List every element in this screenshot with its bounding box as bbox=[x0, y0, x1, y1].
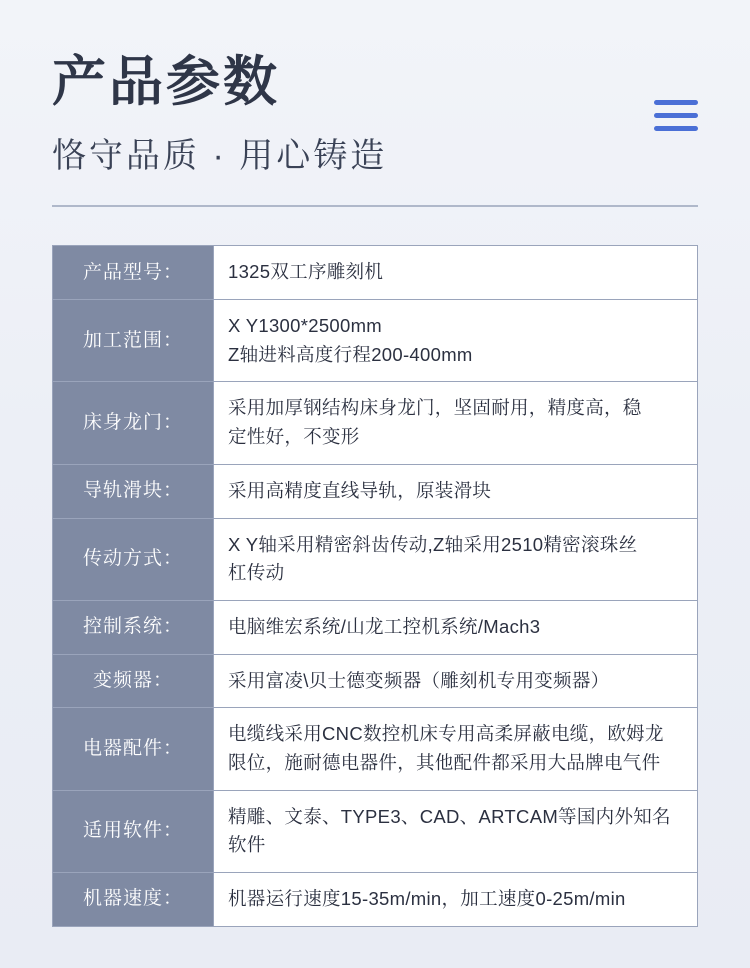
table-row bbox=[53, 708, 698, 790]
spec-label: 传动方式： bbox=[53, 518, 214, 600]
spec-value bbox=[214, 518, 698, 600]
spec-value-line: 精雕、文泰、TYPE3、CAD、ARTCAM等国内外知名软件 bbox=[228, 805, 671, 856]
page-header bbox=[0, 0, 750, 177]
table-row bbox=[53, 654, 698, 708]
spec-value bbox=[214, 790, 698, 872]
header-divider bbox=[52, 205, 698, 207]
spec-value-line: 电缆线采用CNC数控机床专用高柔屏蔽电缆，欧姆龙 bbox=[228, 723, 664, 745]
spec-label: 适用软件： bbox=[53, 790, 214, 872]
hamburger-bar-3 bbox=[654, 126, 698, 131]
page-title: 产品参数 bbox=[52, 52, 280, 112]
spec-label: 产品型号： bbox=[53, 246, 214, 300]
spec-table bbox=[52, 245, 698, 926]
hamburger-bar-1 bbox=[654, 100, 698, 105]
table-row bbox=[53, 872, 698, 926]
spec-value-line: 限位，施耐德电器件，其他配件都采用大品牌电气件 bbox=[228, 751, 661, 773]
spec-label: 控制系统： bbox=[53, 600, 214, 654]
spec-value-line: 采用加厚钢结构床身龙门，坚固耐用，精度高，稳 bbox=[228, 397, 642, 419]
spec-value-line: 机器运行速度15-35m/min，加工速度0-25m/min bbox=[228, 887, 626, 909]
spec-value-line: 采用高精度直线导轨，原装滑块 bbox=[228, 479, 492, 501]
spec-value-line: 电脑维宏系统/山龙工控机系统/Mach3 bbox=[228, 615, 541, 637]
spec-value bbox=[214, 654, 698, 708]
table-row bbox=[53, 464, 698, 518]
spec-table-body bbox=[53, 246, 698, 926]
table-row bbox=[53, 300, 698, 382]
spec-value bbox=[214, 382, 698, 464]
spec-label: 电器配件： bbox=[53, 708, 214, 790]
spec-value-line: 杠传动 bbox=[228, 562, 285, 584]
spec-value-line: 1325双工序雕刻机 bbox=[228, 261, 384, 283]
spec-value-line: X Y1300*2500mm bbox=[228, 315, 383, 337]
spec-label: 加工范围： bbox=[53, 300, 214, 382]
spec-value bbox=[214, 300, 698, 382]
table-row bbox=[53, 382, 698, 464]
spec-value bbox=[214, 708, 698, 790]
spec-value bbox=[214, 464, 698, 518]
table-row bbox=[53, 790, 698, 872]
spec-value-line: 采用富凌\贝士德变频器（雕刻机专用变频器） bbox=[228, 669, 610, 691]
spec-value bbox=[214, 246, 698, 300]
spec-value bbox=[214, 872, 698, 926]
spec-value-line: X Y轴采用精密斜齿传动,Z轴采用2510精密滚珠丝 bbox=[228, 533, 638, 555]
spec-label: 变频器： bbox=[53, 654, 214, 708]
spec-label: 床身龙门： bbox=[53, 382, 214, 464]
hamburger-bar-2 bbox=[654, 113, 698, 118]
spec-value bbox=[214, 600, 698, 654]
spec-label: 机器速度： bbox=[53, 872, 214, 926]
table-row bbox=[53, 246, 698, 300]
page-subtitle: 恪守品质 · 用心铸造 bbox=[52, 137, 388, 176]
hamburger-menu-icon[interactable] bbox=[654, 100, 698, 131]
table-row bbox=[53, 518, 698, 600]
table-row bbox=[53, 600, 698, 654]
spec-value-line: Z轴进料高度行程200-400mm bbox=[228, 343, 473, 365]
spec-label: 导轨滑块： bbox=[53, 464, 214, 518]
spec-value-line: 定性好，不变形 bbox=[228, 426, 360, 448]
